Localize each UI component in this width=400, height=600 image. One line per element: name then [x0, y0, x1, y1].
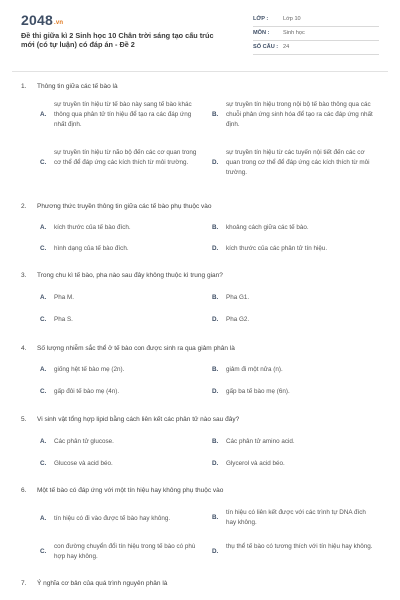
option-letter: B. — [212, 438, 219, 445]
question-text: Thông tin giữa các tế bào là — [37, 83, 118, 90]
option-text: Pha S. — [54, 316, 73, 323]
info-row-question-count — [253, 42, 379, 55]
option-text: sự truyền tín hiệu từ tế bào này sang tế bào khác thông qua phân tử tín hiệu để tạo ra các đáp ứng nhất định. — [54, 101, 192, 129]
option-letter: A. — [40, 515, 47, 522]
option-text: hình dạng của tế bào đích. — [54, 245, 129, 252]
option-letter: D. — [212, 388, 219, 395]
option-letter: C. — [40, 245, 47, 252]
option-text: khoảng cách giữa các tế bào. — [226, 224, 309, 231]
question-number: 4. — [21, 345, 27, 352]
option-letter: C. — [40, 388, 47, 395]
option-letter: C. — [40, 548, 47, 555]
option-text: sự truyền tín hiệu trong nội bộ tế bào thông qua các chuỗi phản ứng sinh hóa để tạo ra các đáp ứng nhất định. — [226, 101, 373, 129]
question-text: Phương thức truyền thông tin giữa các tế bào phụ thuộc vào — [37, 203, 212, 210]
option-letter: B. — [212, 514, 219, 521]
option-text: Pha M. — [54, 294, 74, 301]
option-text: tín hiệu có liên kết được với các trình tự DNA đích hay không. — [226, 509, 366, 527]
question-text: Ý nghĩa cơ bản của quá trình nguyên phân là — [37, 580, 168, 587]
question-number: 2. — [21, 203, 27, 210]
option-letter: C. — [40, 460, 47, 467]
option-letter: B. — [212, 111, 219, 118]
option-text: Glucose và acid béo. — [54, 460, 113, 467]
option-text: kích thước của tế bào đích. — [54, 224, 131, 231]
option-text: giống hệt tế bào mẹ (2n). — [54, 366, 125, 373]
question-number: 6. — [21, 487, 27, 494]
option-letter: D. — [212, 316, 219, 323]
exam-title: Đề thi giữa kì 2 Sinh học 10 Chân trời sáng tạo cấu trúc mới (có tự luận) có đáp án - Đề 2 — [21, 31, 214, 50]
option-text: gấp ba tế bào mẹ (6n). — [226, 388, 290, 395]
option-text: tín hiệu có đi vào được tế bào hay không. — [54, 515, 171, 522]
option-letter: B. — [212, 366, 219, 373]
question-text: Vi sinh vật tổng hợp lipid bằng cách liên kết các phân tử nào sau đây? — [37, 416, 240, 423]
question-number: 1. — [21, 83, 27, 90]
option-letter: A. — [40, 224, 47, 231]
option-text: thụ thể tế bào có tương thích với tín hiệu hay không. — [226, 543, 373, 550]
option-text: Pha G2. — [226, 316, 250, 323]
option-letter: A. — [40, 438, 47, 445]
option-text: sự truyền tín hiệu từ các tuyến nội tiết đến các cơ quan trong cơ thể để đáp ứng các kích thích từ môi trường. — [226, 149, 370, 177]
option-text: Glycerol và acid béo. — [226, 460, 285, 467]
info-value: 24 — [283, 44, 290, 50]
option-letter: B. — [212, 224, 219, 231]
info-row-subject — [253, 28, 379, 41]
option-text: giảm đi một nửa (n). — [226, 366, 283, 373]
option-text: Các phân tử glucose. — [54, 438, 114, 445]
option-letter: D. — [212, 159, 219, 166]
option-letter: D. — [212, 548, 219, 555]
option-letter: D. — [212, 245, 219, 252]
info-row-class — [253, 14, 379, 27]
info-key: SỐ CÂU : — [253, 44, 279, 50]
info-value: Sinh học — [283, 30, 305, 36]
option-letter: A. — [40, 366, 47, 373]
info-key: LỚP : — [253, 16, 269, 22]
option-letter: A. — [40, 111, 47, 118]
option-letter: B. — [212, 294, 219, 301]
question-number: 7. — [21, 580, 27, 587]
page-header — [0, 0, 400, 66]
option-text: kích thước của các phân tử tín hiệu. — [226, 245, 328, 252]
option-text: Pha G1. — [226, 294, 250, 301]
option-letter: C. — [40, 316, 47, 323]
option-text: sự truyền tín hiệu từ não bộ đến các cơ quan trong cơ thể để đáp ứng các kích thích từ môi trường. — [54, 149, 197, 167]
option-letter: D. — [212, 460, 219, 467]
option-text: Các phân tử amino acid. — [226, 438, 295, 445]
question-text: Số lượng nhiễm sắc thể ở tế bào con được sinh ra qua giảm phân là — [37, 345, 235, 352]
question-number: 3. — [21, 272, 27, 279]
option-text: con đường chuyển đổi tín hiệu trong tế bào có phù hợp hay không. — [54, 543, 196, 561]
header-divider — [12, 71, 388, 72]
option-letter: C. — [40, 159, 47, 166]
question-number: 5. — [21, 416, 27, 423]
info-key: MÔN : — [253, 30, 270, 36]
question-text: Một tế bào có đáp ứng với một tín hiệu hay không phụ thuộc vào — [37, 487, 224, 494]
question-text: Trong chu kì tế bào, pha nào sau đây không thuộc kì trung gian? — [37, 272, 223, 279]
info-value: Lớp 10 — [283, 16, 301, 22]
option-letter: A. — [40, 294, 47, 301]
site-logo[interactable]: 2048.vn — [21, 12, 64, 28]
option-text: gấp đôi tế bào mẹ (4n). — [54, 388, 120, 395]
